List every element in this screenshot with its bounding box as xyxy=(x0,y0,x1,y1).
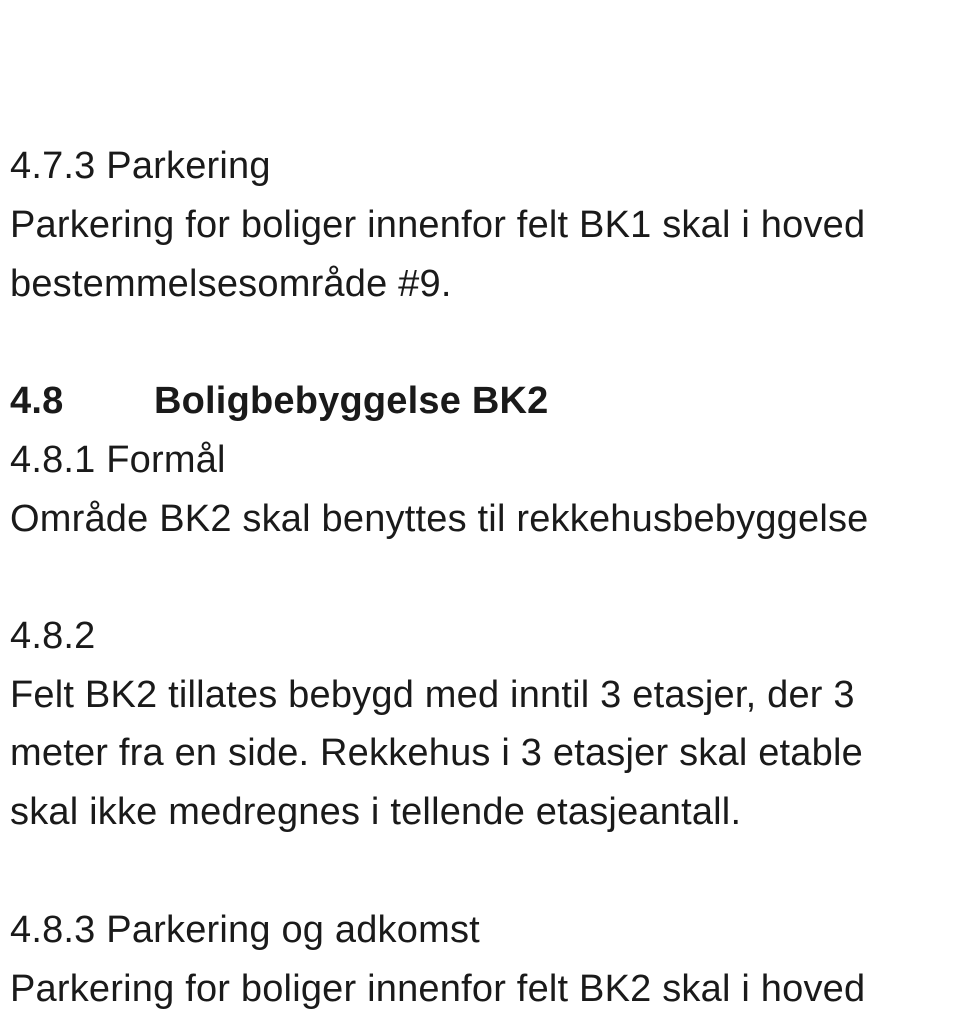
section-4-7-3-paragraph-line-2: bestemmelsesområde #9. xyxy=(10,263,452,305)
section-4-8-1-paragraph-line-1: Område BK2 skal benyttes til rekkehusbebyggelse xyxy=(10,498,869,540)
document-page xyxy=(10,0,975,1021)
section-4-8-heading xyxy=(10,377,548,425)
section-4-8-1-heading: 4.8.1 Formål xyxy=(10,439,226,481)
section-4-7-3-paragraph-line-1: Parkering for boliger innenfor felt BK1 skal i hoved xyxy=(10,204,866,246)
section-4-8-2-paragraph-line-3: skal ikke medregnes i tellende etasjeantall. xyxy=(10,791,742,833)
section-4-8-2-paragraph-line-1: Felt BK2 tillates bebygd med inntil 3 etasjer, der 3 xyxy=(10,674,855,716)
section-4-8-3-paragraph-line-1: Parkering for boliger innenfor felt BK2 skal i hoved xyxy=(10,968,866,1010)
section-4-8-number: 4.8 xyxy=(10,380,64,422)
section-4-7-3-heading: 4.7.3 Parkering xyxy=(10,145,271,187)
section-4-8-3-heading: 4.8.3 Parkering og adkomst xyxy=(10,909,480,951)
section-4-8-2-paragraph-line-2: meter fra en side. Rekkehus i 3 etasjer skal etable xyxy=(10,732,863,774)
section-4-8-title: Boligbebyggelse BK2 xyxy=(154,380,549,422)
section-4-8-2-heading: 4.8.2 xyxy=(10,615,96,657)
